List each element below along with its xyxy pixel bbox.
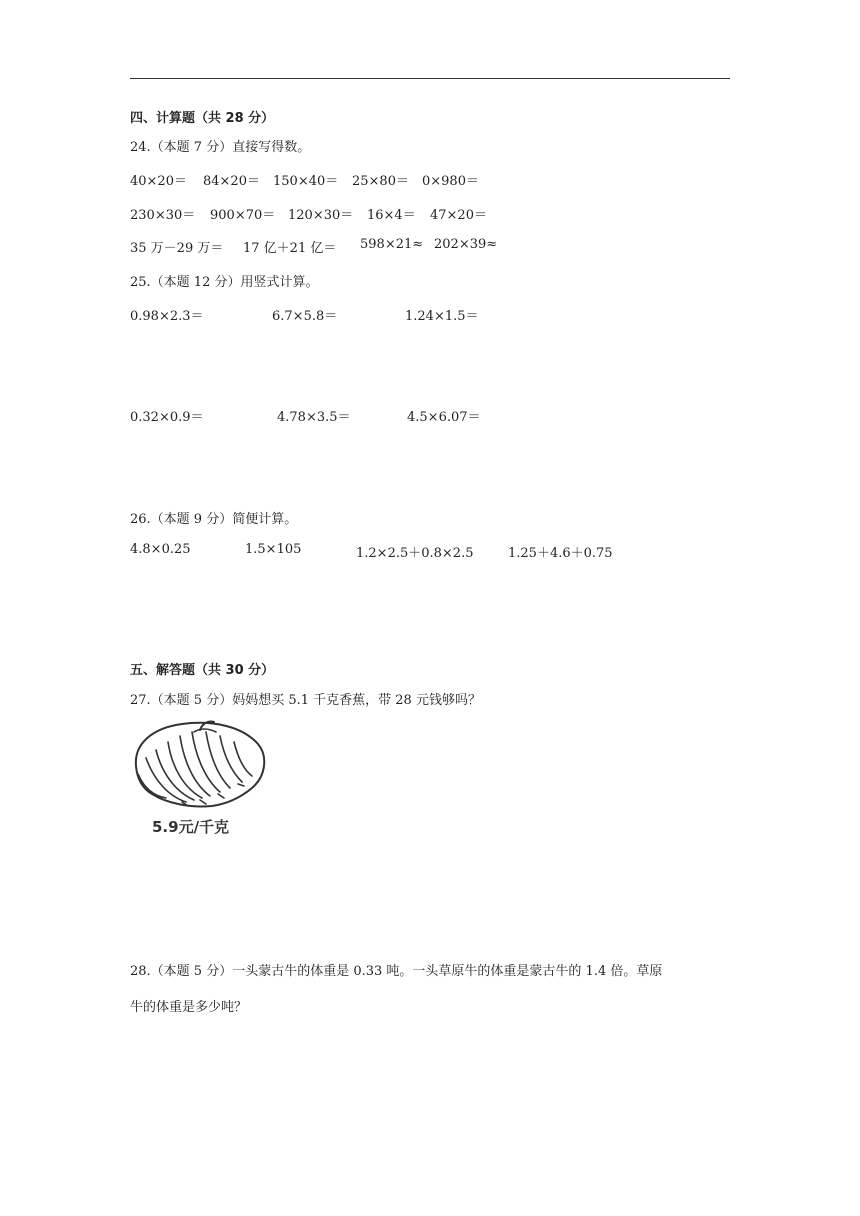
question-28-line-1: 28.（本题 5 分）一头蒙古牛的体重是 0.33 吨。一头草原牛的体重是蒙古牛的 1.4 倍。草原 (130, 964, 663, 979)
expression: 1.2×2.5＋0.8×2.5 (356, 546, 474, 561)
expression: 0.32×0.9＝ (130, 410, 204, 425)
question-24-title: 24.（本题 7 分）直接写得数。 (130, 140, 311, 155)
expression: 230×30＝ (130, 208, 196, 223)
banana-bunch-icon (130, 718, 270, 818)
expression: 4.78×3.5＝ (277, 410, 351, 425)
expression: 4.5×6.07＝ (407, 410, 481, 425)
banana-figure (130, 718, 270, 842)
expression: 16×4＝ (367, 208, 416, 223)
expression: 35 万－29 万＝ (130, 241, 224, 256)
expression: 1.5×105 (245, 542, 302, 557)
expression: 25×80＝ (352, 174, 409, 189)
expression: 202×39≈ (434, 237, 498, 252)
expression: 47×20＝ (430, 208, 487, 223)
expression: 4.8×0.25 (130, 542, 191, 557)
question-25-title: 25.（本题 12 分）用竖式计算。 (130, 275, 319, 290)
expression: 120×30＝ (288, 208, 354, 223)
question-26-title: 26.（本题 9 分）简便计算。 (130, 512, 298, 527)
expression: 0.98×2.3＝ (130, 309, 204, 324)
expression: 1.24×1.5＝ (405, 309, 479, 324)
section-4-title: 四、计算题（共 28 分） (130, 111, 275, 126)
expression: 1.25＋4.6＋0.75 (508, 546, 613, 561)
question-28-line-2: 牛的体重是多少吨？ (130, 1000, 248, 1015)
expression: 0×980＝ (422, 174, 479, 189)
banana-price-label: 5.9元/千克 (152, 818, 230, 836)
expression: 17 亿＋21 亿＝ (243, 241, 337, 256)
header-rule (130, 78, 730, 79)
expression: 900×70＝ (210, 208, 276, 223)
section-5-title: 五、解答题（共 30 分） (130, 663, 275, 678)
expression: 150×40＝ (273, 174, 339, 189)
expression: 40×20＝ (130, 174, 187, 189)
question-27-title: 27.（本题 5 分）妈妈想买 5.1 千克香蕉，带 28 元钱够吗？ (130, 693, 481, 708)
expression: 84×20＝ (203, 174, 260, 189)
expression: 598×21≈ (360, 237, 424, 252)
expression: 6.7×5.8＝ (272, 309, 338, 324)
